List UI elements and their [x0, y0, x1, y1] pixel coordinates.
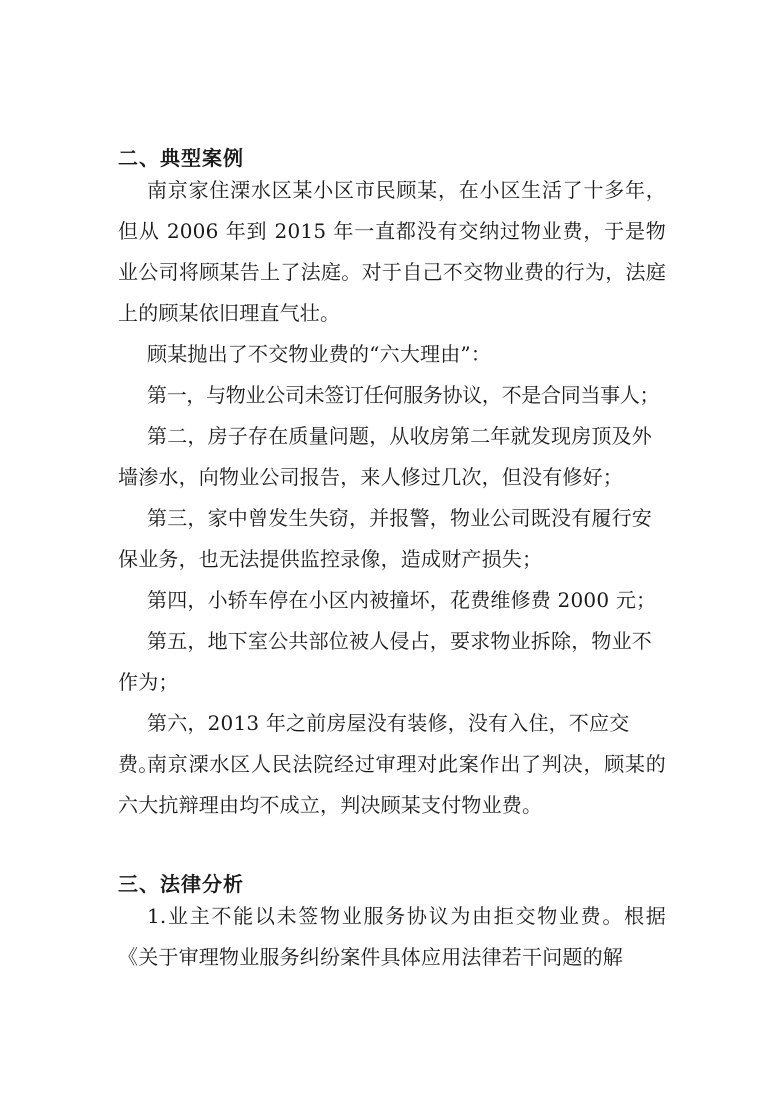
reason-item-6: 第六，2013 年之前房屋没有装修，没有入住，不应交费。 [118, 711, 630, 776]
reason-item-2: 第二，房子存在质量问题，从收房第二年就发现房顶及外墙渗水，向物业公司报告，来人修过几次，但没有修好； [118, 424, 652, 489]
reason-item-5: 第五，地下室公共部位被人侵占，要求物业拆除，物业不作为； [118, 629, 652, 694]
case-intro-paragraph: 南京家住溧水区某小区市民顾某，在小区生活了十多年，但从 2006 年到 2015 年一直都没有交纳过物业费，于是物业公司将顾某告上了法庭。对于自己不交物业费的行为，法庭上的顾某依旧理直气壮。 [118, 178, 666, 325]
reason-item-4: 第四，小轿车停在小区内被撞坏，花费维修费 2000 元； [147, 588, 657, 612]
legal-point-1: 1.业主不能以未签物业服务协议为由拒交物业费。根据《关于审理物业服务纠纷案件具体应用法律若干问题的解 [118, 904, 666, 969]
reason-item-3: 第三，家中曾发生失窃，并报警，物业公司既没有履行安保业务，也无法提供监控录像，造成财产损失； [118, 506, 652, 571]
reason-item-1: 第一，与物业公司未签订任何服务协议，不是合同当事人； [147, 383, 660, 407]
verdict-paragraph: 南京溧水区人民法院经过审理对此案作出了判决，顾某的六大抗辩理由均不成立，判决顾某支付物业费。 [118, 752, 666, 817]
section-heading-typical-case: 二、典型案例 [118, 146, 244, 170]
reasons-intro: 顾某抛出了不交物业费的“六大理由”： [147, 342, 492, 366]
section-heading-legal-analysis: 三、法律分析 [118, 872, 244, 896]
